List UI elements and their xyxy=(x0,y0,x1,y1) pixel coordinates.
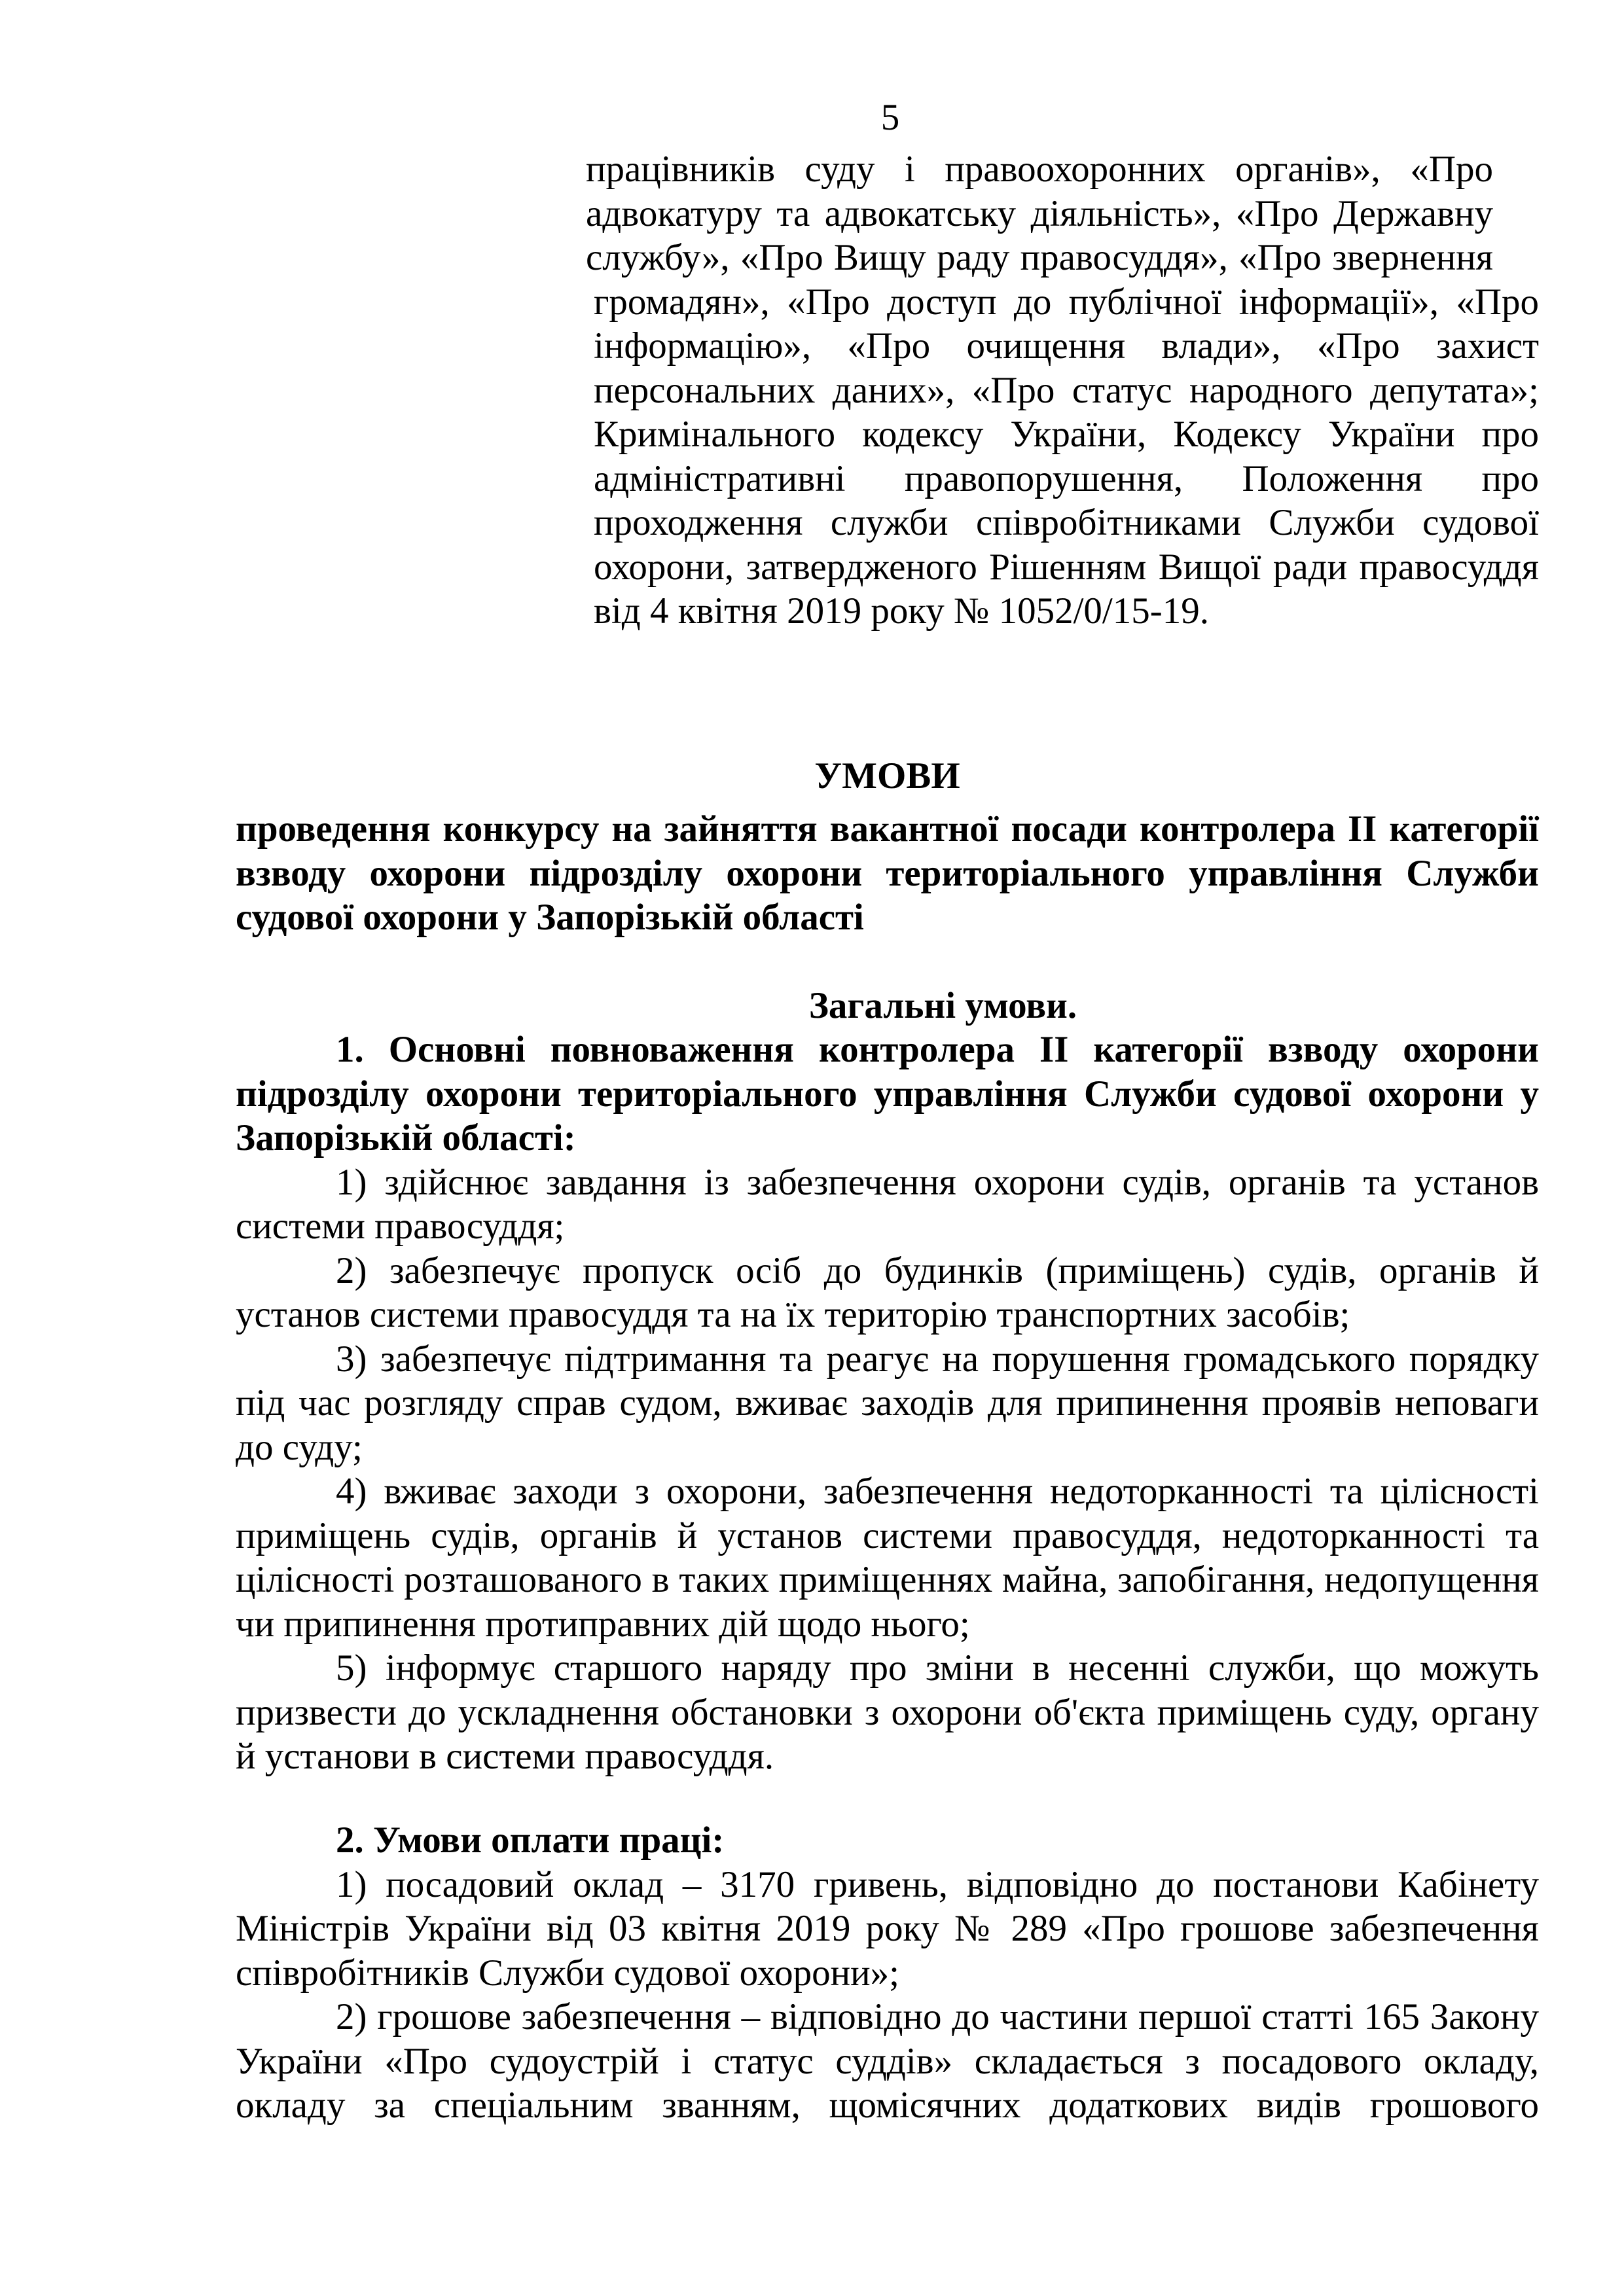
section-1-item: 5) інформує старшого наряду про зміни в несенні служби, що можуть призвести до ускладнення обстановки з охорони об'єкта приміщень суду, органу й установи в системи правосуддя. xyxy=(236,1647,1539,1777)
section-2-heading: 2. Умови оплати праці: xyxy=(336,1820,725,1861)
continuation-text-2: громадян», «Про доступ до публічної інформації», «Про інформацію», «Про очищення влади», «Про захист персональних даних», «Про статус народного депутата»; Кримінального кодексу України, Кодексу України про адміністративні правопорушення, Положення про проходження служби співробітниками Служби судової охорони, затвердженого Рішенням Вищої ради правосуддя від 4 квітня 2019 року № 1052/0/15-19. xyxy=(594,281,1539,632)
section-1-item: 3) забезпечує підтримання та реагує на порушення громадського порядку під час розгляду справ судом, вживає заходів для припинення проявів неповаги до суду; xyxy=(236,1338,1539,1468)
section-1-item: 1) здійснює завдання із забезпечення охорони судів, органів та установ системи правосуддя; xyxy=(236,1161,1539,1247)
section-1-item: 2) забезпечує пропуск осіб до будинків (приміщень) судів, органів й установ системи правосуддя та на їх територію транспортних засобів; xyxy=(236,1249,1539,1335)
document-title: УМОВИ xyxy=(814,755,960,797)
continuation-block xyxy=(586,147,1539,634)
section-1-heading: 1. Основні повноваження контролера ІІ категорії взводу охорони підрозділу охорони територіального управління Служби судової охорони у Запорізькій області: xyxy=(236,1029,1539,1158)
section-2-item: 2) грошове забезпечення – відповідно до частини першої статті 165 Закону України «Про судоустрій і статус суддів» складається з посадового окладу, окладу за спеціальним званням, щомісячних додаткових видів грошового xyxy=(236,1996,1539,2126)
section-2 xyxy=(236,1818,1539,2128)
page-number: 5 xyxy=(880,97,900,138)
document-subtitle: проведення конкурсу на зайняття вакантної посади контролера ІІ категорії взводу охорони підрозділу охорони територіального управління Служби судової охорони у Запорізькій області xyxy=(236,808,1539,938)
general-conditions-heading: Загальні умови. xyxy=(808,985,1077,1026)
section-1 xyxy=(236,1028,1539,1779)
section-1-item: 4) вживає заходи з охорони, забезпечення недоторканності та цілісності приміщень судів, органів й установ системи правосуддя, недоторканності та цілісності розташованого в таких приміщеннях майна, запобігання, недопущення чи припинення протиправних дій щодо нього; xyxy=(236,1471,1539,1645)
continuation-text-1: працівників суду і правоохоронних органів», «Про адвокатуру та адвокатську діяльність», «Про Державну службу», «Про Вищу раду правосуддя», «Про звернення xyxy=(586,149,1493,278)
section-2-item: 1) посадовий оклад – 3170 гривень, відповідно до постанови Кабінету Міністрів України від 03 квітня 2019 року № 289 «Про грошове забезпечення співробітників Служби судової охорони»; xyxy=(236,1863,1539,1994)
